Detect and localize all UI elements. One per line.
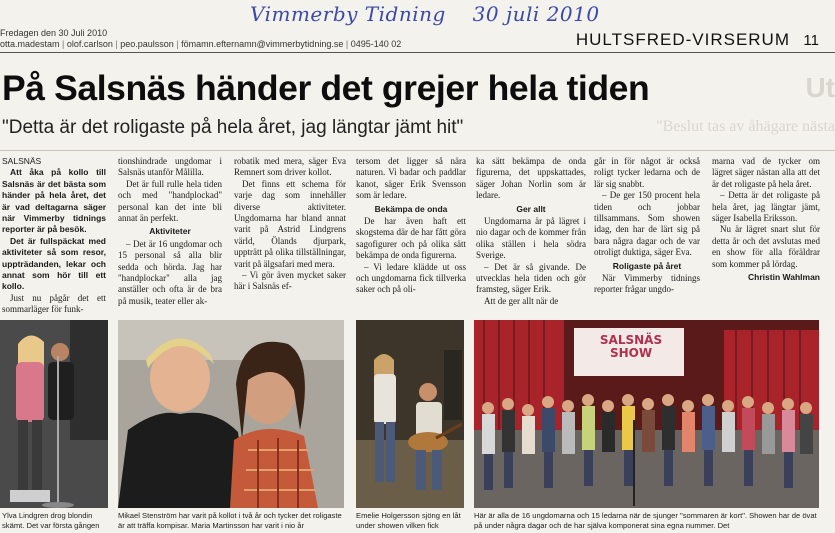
article-subhead: "Detta är det roligaste på hela året, jag längtar jämt hit" bbox=[2, 117, 464, 138]
section-label: HULTSFRED-VIRSERUM bbox=[575, 30, 790, 49]
photo-caption: Emelie Holgersson sjöng en låt under showen vilken fick bbox=[356, 511, 461, 530]
body-rule bbox=[0, 150, 835, 151]
body-paragraph: – De ger 150 procent hela tiden och jobbar tillsammans. Som showen idag, den har de lärt sig på bara några dagar och de var otroligt duktiga, säger Eva. bbox=[594, 190, 700, 258]
masthead-meta bbox=[0, 28, 401, 49]
photo-caption: Här är alla de 16 ungdomarna och 15 ledarna när de sjunger "sommaren är kort". Showen har de övat på under några dagar och de har själva komponerat sina egna nummer. Det bbox=[474, 511, 817, 530]
contact-1: otta.madestam bbox=[0, 39, 60, 49]
lead-paragraph-2: Det är fullspäckat med aktiviteter så som resor, uppträdanden, lekar och annat som hör till ett kollo. bbox=[2, 235, 106, 292]
column-1 bbox=[2, 156, 106, 315]
body-paragraph: – Vi gör även mycket saker här i Salsnäs ef- bbox=[234, 270, 346, 292]
handwritten-paper-name: Vimmerby Tidning bbox=[250, 2, 446, 26]
stage-sign-text: SALSNÄS SHOW bbox=[599, 333, 663, 360]
dateline: SALSNÄS bbox=[2, 156, 42, 166]
body-paragraph: – Detta är det roligaste på hela året, jag längtar jämt, säger Isabella Eriksson. bbox=[712, 190, 820, 224]
publication-date: Fredagen den 30 Juli 2010 bbox=[0, 28, 108, 38]
column-7 bbox=[712, 156, 820, 308]
subheading-bekampa: Bekämpa de onda bbox=[374, 203, 448, 214]
subheading-aktiviteter: Aktiviteter bbox=[149, 226, 191, 237]
contact-2: | olof.carlson bbox=[60, 39, 113, 49]
body-paragraph: Att de ger allt när de bbox=[484, 295, 559, 306]
photo-two-participants bbox=[118, 320, 344, 508]
lead-paragraph: Att åka på kollo till Salsnäs är det bästa som händer på hela året, det är vad deltagarna säger när Vimmerby tidnings reporter är på besök. bbox=[2, 167, 106, 235]
subheading-roligaste: Roligaste på året bbox=[612, 260, 682, 271]
photo-singer-microphone bbox=[0, 320, 108, 508]
body-paragraph: tionshindrade ungdomar i Salsnäs utanför Målilla. bbox=[118, 156, 222, 178]
contact-email: | fömamn.efternamn@vimmerbytidning.se bbox=[174, 39, 344, 49]
photo-singer-guitar bbox=[356, 320, 464, 508]
body-paragraph: – Det är 16 ungdomar och 15 personal så alla blir sedda och hörda. Jag har "handplockar" alla jag anställer och ofta är de bra på musik, teater eller ak- bbox=[118, 238, 222, 306]
body-paragraph: De har även haft ett skogstema där de har fått göra sagofigurer och på olika sätt bekämpa de onda figurerna. bbox=[356, 216, 466, 261]
column-6 bbox=[594, 156, 700, 308]
body-paragraph: robatik med mera, säger Eva Remnert som driver kollot. bbox=[234, 156, 346, 178]
article-headline: På Salsnäs händer det grejer hela tiden bbox=[2, 68, 650, 108]
photo-group-on-stage bbox=[474, 320, 819, 508]
body-paragraph: Det finns ett schema för varje dag som innehåller diverse aktiviteter. Ungdomarna har bland annat varit på Astrid Lindgrens värld, Ölands djurpark, uppträtt på olika tillställningar, varit på älgsafari med mera. bbox=[234, 178, 346, 269]
body-paragraph: Just nu pågår det ett sommarläger för funk- bbox=[2, 292, 106, 315]
handwritten-date: 30 juli 2010 bbox=[472, 2, 600, 26]
body-paragraph: – Vi ledare klädde ut oss och ungdomarna fick tillverka saker och på oli- bbox=[356, 261, 466, 295]
body-paragraph: – Det är så givande. De utvecklas hela tiden och gör framsteg, säger Erik. bbox=[476, 261, 586, 295]
photo-caption: Mikael Stenström har varit på kollot i två år och tycker det roligaste är att träffa kompisar. Maria Martinsson har varit i nio år bbox=[118, 511, 342, 530]
article-body bbox=[0, 156, 835, 315]
column-2 bbox=[118, 156, 222, 308]
body-paragraph: Nu är lägret snart slut för detta år och det avslutas med en show för alla föräldrar som kommer på lördag. bbox=[712, 224, 820, 269]
body-paragraph: tersom det ligger så nära naturen. Vi badar och paddlar kanot, säger Erik Svensson som är ledare. bbox=[356, 156, 466, 201]
contact-3: | peo.paulsson bbox=[113, 39, 174, 49]
body-paragraph: ka sätt bekämpa de onda figurerna, det uppskattades, säger Johan Norlin som är ledare. bbox=[476, 156, 586, 201]
body-paragraph: Det är full rulle hela tiden och med "handplockad" personal kan det inte bli annat än perfekt. bbox=[118, 178, 222, 224]
bleed-through-subhead: "Beslut tas av åhägare nästa bbox=[656, 118, 835, 135]
body-paragraph: marna vad de tycker om lägret säger nästan alla att det är det roligaste på hela året. bbox=[712, 156, 820, 189]
body-paragraph: När Vimmerby tidnings reporter frågar ungdo- bbox=[594, 273, 700, 295]
handwritten-annotation bbox=[250, 2, 600, 26]
bleed-through-headline: Ut bbox=[805, 72, 835, 103]
photo-caption: Ylva Lindgren drog blondin skämt. Det var första gången bbox=[2, 511, 100, 530]
byline: Christin Wahlman bbox=[748, 272, 820, 283]
column-4 bbox=[356, 156, 466, 308]
body-paragraph: går in för något är också roligt tycker ledarna och de lär sig snabbt. bbox=[594, 156, 700, 189]
column-5 bbox=[476, 156, 586, 308]
contact-phone: | 0495-140 02 bbox=[343, 39, 401, 49]
body-paragraph: Ungdomarna är på lägret i nio dagar och de kommer från olika ställen i hela södra Sverige. bbox=[476, 216, 586, 261]
contact-line bbox=[0, 39, 401, 49]
page-number: 11 bbox=[803, 32, 819, 49]
subheading-ger-allt: Ger allt bbox=[516, 203, 546, 214]
header-rule bbox=[0, 52, 835, 53]
column-3 bbox=[234, 156, 346, 308]
